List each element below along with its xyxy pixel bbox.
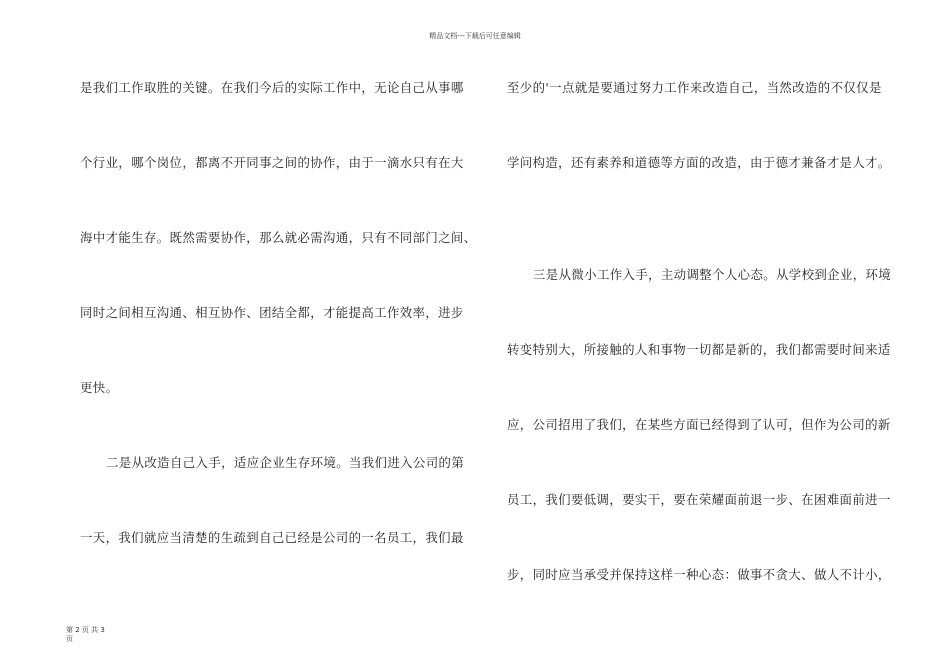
page-number: 第 2 页 共 3 页 xyxy=(66,626,105,643)
paragraph-line: 二是从改造自己入手，适应企业生存环境。当我们进入公司的第 xyxy=(106,455,465,470)
paragraph-line: 学问构造，还有素养和道德等方面的改造，由于德才兼备才是人才。 xyxy=(507,155,891,170)
paragraph-line: 三是从微小工作入手，主动调整个人心态。从学校到企业，环境 xyxy=(533,267,892,282)
paragraph-line: 更快。 xyxy=(80,380,119,395)
paragraph-line: 同时之间相互沟通、相互协作、团结全都，才能提高工作效率，进步 xyxy=(80,305,464,320)
paragraph-line: 是我们工作取胜的关键。在我们今后的实际工作中，无论自己从事哪 xyxy=(80,80,464,95)
paragraph-line: 步，同时应当承受并保持这样一种心态：做事不贪大、做人不计小， xyxy=(507,567,891,582)
paragraph-line: 至少的'一点就是要通过努力工作来改造自己，当然改造的不仅仅是 xyxy=(507,80,882,95)
paragraph-line: 应，公司招用了我们，在某些方面已经得到了认可，但作为公司的新 xyxy=(507,417,891,432)
paragraph-line: 海中才能生存。既然需要协作，那么就必需沟通，只有不同部门之间、 xyxy=(80,230,477,245)
paragraph-line: 个行业，哪个岗位，都离不开同事之间的协作，由于一滴水只有在大 xyxy=(80,155,464,170)
paragraph-line: 一天，我们就应当清楚的生疏到自己已经是公司的一名员工，我们最 xyxy=(80,530,464,545)
paragraph-line: 员工，我们要低调，要实干，要在荣耀面前退一步、在困难面前进一 xyxy=(507,492,891,507)
page-header: 精品文档---下载后可任意编辑 xyxy=(429,32,521,40)
paragraph-line: 转变特别大，所接触的人和事物一切都是新的，我们都需要时间来适 xyxy=(507,342,891,357)
